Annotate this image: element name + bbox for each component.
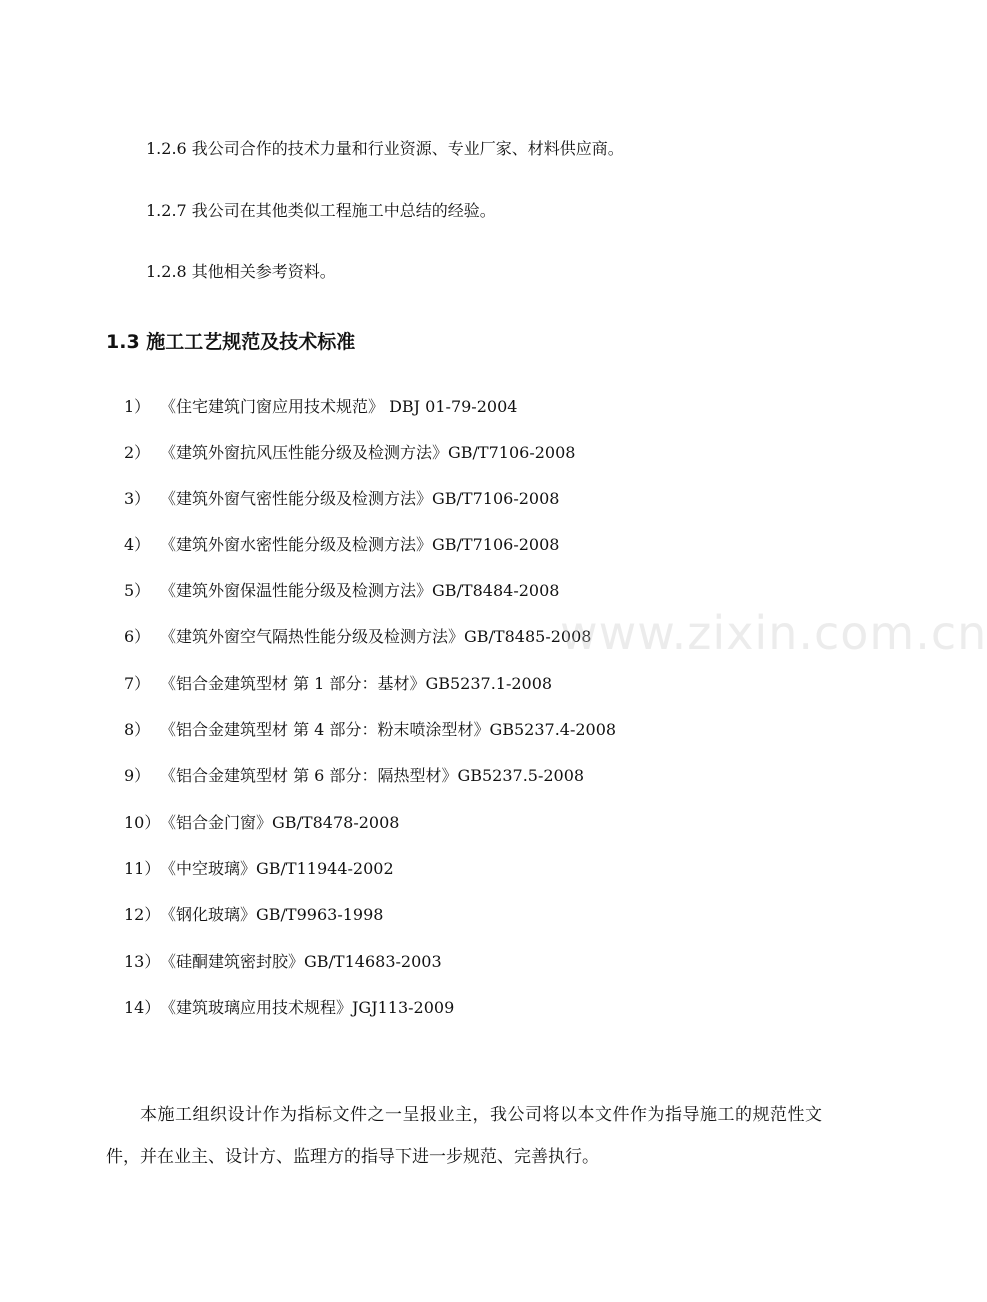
list-item-text: 《铝合金建筑型材 第 1 部分：基材》GB5237.1-2008: [160, 674, 553, 693]
list-item-text: 《建筑外窗空气隔热性能分级及检测方法》GB/T8485-2008: [160, 627, 592, 646]
list-item: [124, 812, 399, 834]
intro-item-1-2-6: 1.2.6 我公司合作的技术力量和行业资源、专业厂家、材料供应商。: [146, 139, 624, 158]
list-item-text: 《铝合金门窗》GB/T8478-2008: [160, 813, 400, 832]
list-item-number: 8）: [124, 720, 151, 739]
list-item: [124, 488, 559, 510]
list-item-text: 《建筑外窗水密性能分级及检测方法》GB/T7106-2008: [160, 535, 560, 554]
list-item: [124, 673, 552, 695]
list-item: [124, 442, 575, 464]
list-item-number: 13）: [124, 952, 161, 971]
list-item-number: 12）: [124, 905, 161, 924]
intro-item-1-2-7: 1.2.7 我公司在其他类似工程施工中总结的经验。: [146, 201, 496, 220]
list-item: [124, 765, 584, 787]
list-item: [124, 626, 591, 648]
closing-paragraph: 本施工组织设计作为指标文件之一呈报业主，我公司将以本文件作为指导施工的规范性文件，并在业主、设计方、监理方的指导下进一步规范、完善执行。: [106, 1105, 822, 1167]
list-item-number: 7）: [124, 674, 151, 693]
list-item-text: 《铝合金建筑型材 第 4 部分：粉末喷涂型材》GB5237.4-2008: [160, 720, 617, 739]
list-item-number: 5）: [124, 581, 151, 600]
list-item-text: 《中空玻璃》GB/T11944-2002: [160, 859, 394, 878]
section-heading: 1.3 施工工艺规范及技术标准: [106, 331, 356, 353]
list-item-number: 9）: [124, 766, 151, 785]
list-item: [124, 904, 383, 926]
list-item: [124, 858, 394, 880]
list-item-text: 《铝合金建筑型材 第 6 部分：隔热型材》GB5237.5-2008: [160, 766, 585, 785]
list-item: [124, 951, 442, 973]
list-item-number: 10）: [124, 813, 161, 832]
list-item-number: 4）: [124, 535, 151, 554]
list-item-number: 2）: [124, 443, 151, 462]
list-item-number: 6）: [124, 627, 151, 646]
list-item-number: 11）: [124, 859, 161, 878]
list-item-number: 3）: [124, 489, 151, 508]
list-item: [124, 580, 559, 602]
list-item-text: 《钢化玻璃》GB/T9963-1998: [160, 905, 384, 924]
list-item-text: 《住宅建筑门窗应用技术规范》 DBJ 01-79-2004: [160, 397, 518, 416]
list-item: [124, 534, 559, 556]
list-item-text: 《建筑外窗抗风压性能分级及检测方法》GB/T7106-2008: [160, 443, 576, 462]
list-item-number: 14）: [124, 998, 161, 1017]
list-item-text: 《建筑外窗气密性能分级及检测方法》GB/T7106-2008: [160, 489, 560, 508]
list-item: [124, 997, 454, 1019]
list-item-text: 《建筑玻璃应用技术规程》JGJ113-2009: [160, 998, 455, 1017]
list-item: [124, 396, 517, 418]
list-item-number: 1）: [124, 397, 151, 416]
list-item-text: 《硅酮建筑密封胶》GB/T14683-2003: [160, 952, 442, 971]
list-item-text: 《建筑外窗保温性能分级及检测方法》GB/T8484-2008: [160, 581, 560, 600]
intro-item-1-2-8: 1.2.8 其他相关参考资料。: [146, 262, 336, 281]
list-item: [124, 719, 616, 741]
watermark: www.zixin.com.cn: [560, 606, 987, 660]
